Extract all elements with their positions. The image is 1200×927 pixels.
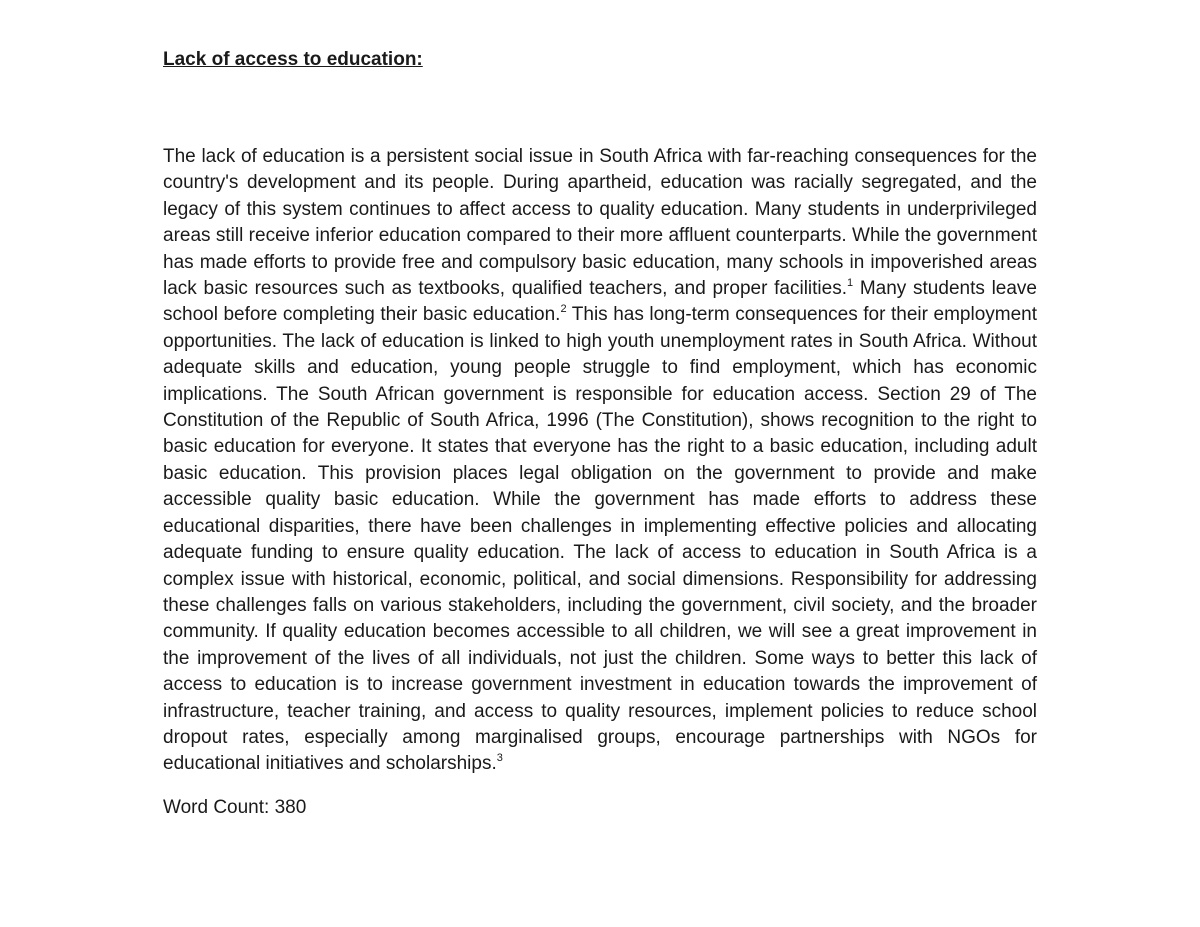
paragraph-text-2: Many students leave school before completing their basic education. <box>163 278 1037 326</box>
paragraph-text-1: The lack of education is a persistent social issue in South Africa with far-reaching consequences for the country's development and its people. During apartheid, education was racially segregated, and the legacy of this system continues to affect access to quality education. Many students in underprivileged areas still receive inferior education compared to their more affluent counterparts. While the government has made efforts to provide free and compulsory basic education, many schools in impoverished areas lack basic resources such as textbooks, qualified teachers, and proper facilities. <box>163 146 1037 300</box>
footnote-marker-1[interactable]: 1 <box>847 276 854 289</box>
footnote-marker-3[interactable]: 3 <box>496 752 503 765</box>
footnote-marker-2[interactable]: 2 <box>560 303 567 316</box>
section-heading: Lack of access to education: <box>163 49 423 70</box>
document-page <box>163 46 1037 821</box>
paragraph-text-3: This has long-term consequences for their employment opportunities. The lack of education is linked to high youth unemployment rates in South Africa. Without adequate skills and education, young people struggle to find employment, which has economic implications. The South African government is responsible for education access. Section 29 of The Constitution of the Republic of South Africa, 1996 (The Constitution), shows recognition to the right to basic education for everyone. It states that everyone has the right to a basic education, including adult basic education. This provision places legal obligation on the government to provide and make accessible quality basic education. While the government has made efforts to address these educational disparities, there have been challenges in implementing effective policies and allocating adequate funding to ensure quality education. The lack of access to education in South Africa is a complex issue with historical, economic, political, and social dimensions. Responsibility for addressing these challenges falls on various stakeholders, including the government, civil society, and the broader community. If quality education becomes accessible to all children, we will see a great improvement in the improvement of the lives of all individuals, not just the children. Some ways to better this lack of access to education is to increase government investment in education towards the improvement of infrastructure, teacher training, and access to quality resources, implement policies to reduce school dropout rates, especially among marginalised groups, encourage partnerships with NGOs for educational initiatives and scholarships. <box>163 304 1038 775</box>
body-paragraph <box>163 144 1037 778</box>
word-count: Word Count: 380 <box>163 796 307 818</box>
